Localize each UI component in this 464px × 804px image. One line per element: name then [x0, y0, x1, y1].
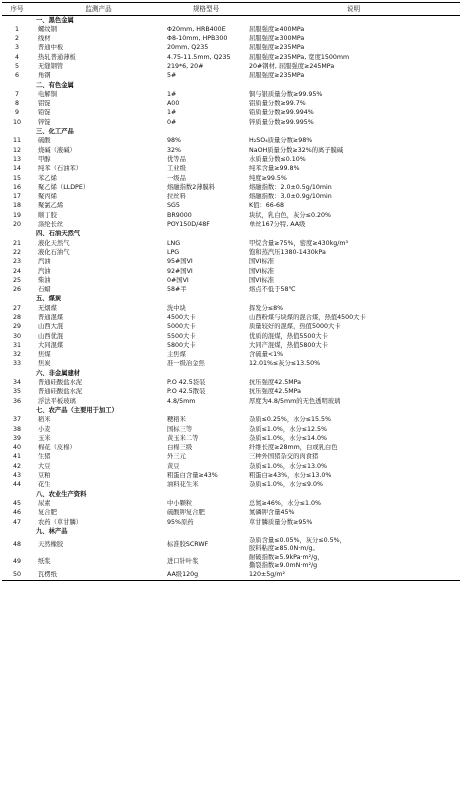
product-name: 热轧普通薄板	[38, 53, 76, 61]
spec-value: P.O 42.5袋装	[167, 379, 206, 387]
product-name: 角钢	[38, 72, 51, 80]
row-number: 9	[14, 109, 19, 117]
table-row	[2, 137, 460, 146]
product-name: 普通硅酸盐水泥	[38, 379, 83, 387]
spec-value: 准一级冶金焦	[167, 360, 205, 368]
spec-value: 58#半	[167, 286, 187, 294]
table-row	[2, 332, 460, 341]
product-name: 天然橡胶	[38, 540, 64, 548]
table-row	[2, 267, 460, 276]
note-value: 120±5g/m²	[247, 571, 460, 581]
product-name: 山西大混	[38, 323, 64, 331]
note-value: 杂质≤1.0%，水分≤9.0%	[249, 481, 324, 489]
row-number: 16	[12, 183, 21, 191]
product-name: 山西优混	[38, 332, 64, 340]
product-name: 棉花（皮棉）	[38, 444, 76, 452]
table-row	[2, 472, 460, 481]
note-value: 屈服强度≥235MPa	[249, 72, 305, 80]
category-label: 七、农产品（主要用于加工）	[36, 406, 118, 414]
category-row	[2, 369, 460, 378]
product-name: 浮法平板玻璃	[38, 397, 76, 405]
product-name: 硫酸	[38, 137, 51, 145]
table-row	[2, 183, 460, 192]
spec-value: 5000大卡	[167, 323, 196, 331]
table-row	[2, 509, 460, 518]
row-number: 5	[14, 62, 19, 70]
table-row	[2, 90, 460, 99]
table-row	[2, 35, 460, 44]
row-number: 50	[2, 571, 32, 581]
note-value: 大同产混煤，热值5800大卡	[249, 341, 328, 349]
spec-value: 5500大卡	[167, 332, 196, 340]
product-name: 液化石油气	[38, 248, 70, 256]
product-name: 小麦	[38, 425, 51, 433]
note-value: 草甘膦质量分数≥95%	[249, 518, 313, 526]
spec-value: 硫酸钾复合肥	[167, 509, 205, 517]
table-row	[2, 276, 460, 285]
note-value: 耐破指数≥5.9kPa·m²/g， 撕裂指数≥9.0mN·m²/g	[249, 553, 324, 570]
product-name: 柴油	[38, 276, 51, 284]
row-number: 26	[12, 286, 21, 294]
spec-value: A00	[167, 100, 180, 108]
table-row	[2, 481, 460, 490]
table-row	[2, 351, 460, 360]
note-value: 熔点不低于58℃	[249, 286, 296, 294]
row-number: 47	[12, 518, 21, 526]
spec-value: 进口针叶浆	[167, 557, 199, 565]
row-number: 1	[14, 25, 19, 33]
note-value: K值：66-68	[249, 202, 285, 210]
category-spacer	[2, 369, 32, 378]
row-number: 4	[14, 53, 19, 61]
product-name: 锌锭	[38, 118, 51, 126]
note-value: 纯度≥99.5%	[249, 174, 287, 182]
note-value: 挥发分≤8%	[249, 304, 284, 312]
spec-value: 92#国VI	[167, 267, 193, 275]
table-body	[2, 16, 460, 581]
product-name: 液化天然气	[38, 239, 70, 247]
spec-value: Φ8-10mm, HPB300	[167, 35, 228, 43]
row-number: 10	[12, 118, 21, 126]
row-number: 40	[12, 444, 21, 452]
category-row	[2, 295, 460, 304]
table-row	[2, 518, 460, 527]
note-value: 屈服强度≥400MPa	[249, 25, 305, 33]
note-value: 水质量分数≤0.10%	[249, 155, 306, 163]
note-value: 20#钢材, 屈服强度≥245MPa	[249, 62, 335, 70]
note-value: 屈服强度≥235MPa	[249, 44, 305, 52]
spec-value: 一级品	[167, 174, 186, 182]
header-no: 序号	[2, 3, 32, 16]
product-name: 甲醇	[38, 155, 51, 163]
table-row	[2, 286, 460, 295]
spec-value: 0#	[167, 118, 177, 126]
note-value: 甲烷含量≥75%，密度≥430kg/m³	[249, 239, 349, 247]
category-label: 九、林产品	[36, 527, 68, 535]
table-row	[2, 425, 460, 434]
row-number: 19	[12, 211, 21, 219]
spec-value: 黄玉米二等	[167, 434, 199, 442]
spec-value: 白棉三级	[167, 444, 193, 452]
table-row	[2, 434, 460, 443]
table-row	[2, 53, 460, 62]
row-number: 36	[12, 397, 21, 405]
table-row	[2, 388, 460, 397]
spec-value: 主焦煤	[167, 351, 186, 359]
row-number: 37	[12, 416, 21, 424]
row-number: 21	[12, 239, 21, 247]
note-value: 纤维长度≥28mm，白或乳白色	[249, 444, 338, 452]
note-value: 优质的混煤，热值5500大卡	[249, 332, 328, 340]
row-number: 48	[12, 540, 21, 548]
spec-value: P.O 42.5散装	[167, 388, 206, 396]
product-name: 顺丁胶	[38, 211, 57, 219]
category-row	[2, 81, 460, 90]
category-row	[2, 490, 460, 499]
table-row	[2, 165, 460, 174]
note-value: 厚度为4.8/5mm的无色透明玻璃	[249, 397, 341, 405]
note-value: 国VI标准	[249, 267, 275, 275]
spec-value: 32%	[167, 146, 181, 154]
category-spacer	[2, 490, 32, 499]
category-spacer	[2, 16, 32, 26]
table-row	[2, 109, 460, 118]
row-number: 24	[12, 267, 21, 275]
category-spacer	[2, 81, 32, 90]
product-name: 豆粕	[38, 472, 51, 480]
row-number: 7	[14, 90, 19, 98]
spec-value: 4500大卡	[167, 314, 196, 321]
table-row	[2, 462, 460, 471]
spec-value: 外三元	[167, 453, 186, 461]
table-row	[2, 193, 460, 202]
row-number: 34	[12, 379, 21, 387]
product-table	[2, 2, 460, 581]
note-value: 铅质量分数≥99.994%	[249, 109, 314, 117]
spec-value: Φ20mm, HRB400E	[167, 25, 226, 33]
spec-value: LPG	[167, 248, 180, 256]
table-row	[2, 118, 460, 127]
spec-value: 219*6, 20#	[167, 62, 204, 70]
category-label: 五、煤炭	[36, 295, 62, 303]
spec-value: 1#	[167, 90, 177, 98]
row-number: 17	[12, 193, 21, 201]
spec-value: 油料花生米	[167, 481, 199, 489]
header-note: 说明	[247, 3, 460, 16]
spec-value: 拉丝料	[167, 193, 186, 201]
spec-value: 粗蛋白含量≥43%	[167, 472, 218, 480]
row-number: 39	[12, 434, 21, 442]
table-row	[2, 453, 460, 462]
row-number: 11	[12, 137, 21, 145]
note-value: 铝质量分数≥99.7%	[249, 100, 306, 108]
row-number: 31	[12, 341, 21, 349]
table-row	[2, 221, 460, 230]
spec-value: 98%	[167, 137, 181, 145]
table-row	[2, 537, 460, 554]
row-number: 49	[12, 557, 21, 565]
product-name: 稻米	[38, 416, 51, 424]
spec-value: 洗中块	[167, 304, 186, 312]
spec-value: 0#国VI	[167, 276, 189, 284]
product-name: 大同混煤	[38, 341, 64, 349]
row-number: 29	[12, 323, 21, 331]
spec-value: 5800大卡	[167, 341, 196, 349]
table-row	[2, 146, 460, 155]
category-label: 二、有色金属	[36, 81, 74, 89]
note-value: 屈服强度≥300MPa	[249, 35, 305, 43]
row-number: 38	[12, 425, 21, 433]
table-row	[2, 323, 460, 332]
row-number: 27	[12, 304, 21, 312]
product-name: 石蜡	[38, 286, 51, 294]
row-number: 6	[14, 72, 19, 80]
category-label: 三、化工产品	[36, 128, 74, 136]
table-row	[2, 499, 460, 508]
product-name: 无烟煤	[38, 304, 57, 312]
row-number: 25	[12, 276, 21, 284]
category-row	[2, 230, 460, 239]
note-value: 杂质≤1.0%，水分≤14.0%	[249, 434, 328, 442]
note-value: H₂SO₄质量分数≥98%	[249, 137, 313, 145]
spec-value: 粳稻米	[167, 416, 186, 424]
product-name: 苯乙烯	[38, 174, 57, 182]
note-value: 12.01%≤灰分≤13.50%	[249, 360, 321, 368]
spec-value: 工业级	[167, 165, 186, 173]
category-row	[2, 128, 460, 137]
table-row	[2, 314, 460, 323]
row-number: 32	[12, 351, 21, 359]
product-name: 铝锭	[38, 100, 51, 108]
note-value: 纯苯含量≥99.8%	[249, 165, 300, 173]
table-row	[2, 44, 460, 53]
table-row	[2, 248, 460, 257]
table-row	[2, 304, 460, 313]
note-value: 锌质量分数≥99.995%	[249, 118, 314, 126]
row-number: 15	[12, 174, 21, 182]
table-row	[2, 62, 460, 71]
spec-value: 国标三等	[167, 425, 193, 433]
table-row	[2, 416, 460, 425]
note-value: 抗压强度42.5MPa	[249, 379, 302, 387]
row-number: 12	[12, 146, 21, 154]
spec-value: 优等品	[167, 155, 186, 163]
row-number: 44	[12, 481, 21, 489]
row-number: 14	[12, 165, 21, 173]
spec-value: 黄豆	[167, 462, 180, 470]
row-number: 18	[12, 202, 21, 210]
table-row	[2, 25, 460, 34]
note-value: 粗蛋白≥43%，水分≤13.0%	[249, 472, 332, 480]
category-row	[2, 406, 460, 415]
category-spacer	[2, 128, 32, 137]
note-value: 质量较好的混煤，热值5000大卡	[249, 323, 341, 331]
row-number: 23	[12, 258, 21, 266]
category-spacer	[2, 230, 32, 239]
product-name: 铅锭	[38, 109, 51, 117]
category-row	[2, 527, 460, 536]
note-value: 杂质含量≤0.05%，灰分≤0.5%， 胶料粘度≥85.0N·m/g。	[249, 536, 346, 553]
spec-value: 4.8/5mm	[167, 397, 196, 405]
product-name: 纸浆	[38, 557, 51, 565]
product-name: 普通硅酸盐水泥	[38, 388, 83, 396]
table-row	[2, 202, 460, 211]
table-row	[2, 360, 460, 369]
table-row	[2, 554, 460, 571]
product-name: 农药（草甘膦）	[38, 518, 83, 526]
row-number: 46	[12, 509, 21, 517]
note-value: 杂质≤0.25%，水分≤15.5%	[249, 416, 332, 424]
product-name: 瓦楞纸	[32, 571, 165, 581]
note-value: 山西粉煤与块煤的混合煤，热值4500大卡	[249, 314, 366, 321]
category-spacer	[2, 295, 32, 304]
row-number: 3	[14, 44, 19, 52]
row-number: 2	[14, 35, 19, 43]
product-name: 焦煤	[38, 351, 51, 359]
note-value: 含硫量<1%	[249, 351, 284, 359]
note-value: 抗压强度42.5MPa	[249, 388, 302, 396]
product-name: 汽油	[38, 267, 51, 275]
note-value: 国VI标准	[249, 258, 275, 266]
row-number: 8	[14, 100, 19, 108]
product-name: 无缝钢管	[38, 62, 64, 70]
table-header	[2, 3, 460, 16]
product-name: 普通中板	[38, 44, 64, 52]
table-row	[2, 100, 460, 109]
product-name: 尿素	[38, 499, 51, 507]
table-row	[2, 239, 460, 248]
spec-value: LNG	[167, 239, 181, 247]
spec-value: 20mm, Q235	[167, 44, 209, 52]
product-name: 聚丙烯	[38, 193, 57, 201]
note-value: 国VI标准	[249, 276, 275, 284]
note-value: 氮磷钾含量45%	[249, 509, 295, 517]
row-number: 33	[12, 360, 21, 368]
category-label: 八、农业生产资料	[36, 490, 87, 498]
product-name: 涤纶长丝	[38, 221, 64, 229]
table-row	[2, 155, 460, 164]
row-number: 28	[12, 314, 21, 321]
product-name: 汽油	[38, 258, 51, 266]
note-value: 熔融指数：2.0±0.5g/10min	[249, 183, 332, 191]
note-value: 屈服强度≥235MPa, 宽度1500mm	[249, 53, 350, 61]
note-value: 总氮≥46%，水分≤1.0%	[249, 499, 322, 507]
row-number: 22	[12, 248, 21, 256]
category-label: 一、黑色金属	[36, 16, 74, 24]
spec-value: SG5	[167, 202, 180, 210]
spec-value: 标准胶SCRWF	[167, 540, 209, 548]
spec-value: 1#	[167, 109, 177, 117]
spec-value: BR9000	[167, 211, 192, 219]
note-value: 杂质≤1.0%，水分≤12.5%	[249, 425, 328, 433]
header-spec: 规格型号	[165, 3, 247, 16]
note-value: 单丝167分特, AA级	[249, 221, 306, 229]
note-value: 块状，乳白色，灰分≤0.20%	[249, 211, 331, 219]
note-value: 熔融指数：3.0±0.9g/10min	[249, 193, 332, 201]
product-name: 烧碱（液碱）	[38, 146, 76, 154]
note-value: 杂质≤1.0%，水分≤13.0%	[249, 462, 328, 470]
product-name: 花生	[38, 481, 51, 489]
product-name: 普通混煤	[38, 314, 64, 321]
category-label: 六、非金属建材	[36, 369, 81, 377]
category-label: 四、石油天然气	[36, 230, 81, 238]
table-row	[2, 211, 460, 220]
row-number: 20	[12, 221, 21, 229]
product-name: 纯苯（石油苯）	[38, 165, 83, 173]
product-name: 焦炭	[38, 360, 51, 368]
table-row	[2, 341, 460, 350]
product-name: 大豆	[38, 462, 51, 470]
spec-value: 95%原药	[167, 518, 194, 526]
table-row	[2, 571, 460, 581]
spec-value: 中小颗粒	[167, 499, 193, 507]
row-number: 43	[12, 472, 21, 480]
product-name: 聚乙烯（LLDPE）	[38, 183, 90, 191]
header-product: 监测产品	[32, 3, 165, 16]
product-name: 生猪	[38, 453, 51, 461]
product-name: 电解铜	[38, 90, 57, 98]
row-number: 13	[12, 155, 21, 163]
spec-value: AA级120g	[165, 571, 247, 581]
spec-value: 熔融指数2薄膜料	[167, 183, 216, 191]
note-value: 铜与银质量分数≥99.95%	[249, 90, 323, 98]
spec-value: 4.75-11.5mm, Q235	[167, 53, 231, 61]
spec-value: 5#	[167, 72, 177, 80]
spec-value: POY150D/48F	[167, 221, 210, 229]
table-row	[2, 379, 460, 388]
table-row	[2, 397, 460, 406]
table-row	[2, 444, 460, 453]
row-number: 42	[12, 462, 21, 470]
row-number: 30	[12, 332, 21, 340]
spec-value: 95#国VI	[167, 258, 193, 266]
row-number: 45	[12, 499, 21, 507]
table-row	[2, 72, 460, 81]
product-name: 玉米	[38, 434, 51, 442]
table-row	[2, 174, 460, 183]
product-name: 复合肥	[38, 509, 57, 517]
product-table-container	[2, 2, 462, 581]
note-value: NaOH质量分数≥32%的离子膜碱	[249, 146, 344, 154]
category-spacer	[2, 406, 32, 415]
category-row	[2, 16, 460, 26]
product-name: 螺纹钢	[38, 25, 57, 33]
category-spacer	[2, 527, 32, 536]
product-name: 线材	[38, 35, 51, 43]
row-number: 41	[12, 453, 21, 461]
note-value: 饱和蒸汽压1380-1430kPa	[249, 248, 326, 256]
table-row	[2, 258, 460, 267]
row-number: 35	[12, 388, 21, 396]
product-name: 聚氯乙烯	[38, 202, 64, 210]
note-value: 三种外国猪杂交的肉食猪	[249, 453, 319, 461]
